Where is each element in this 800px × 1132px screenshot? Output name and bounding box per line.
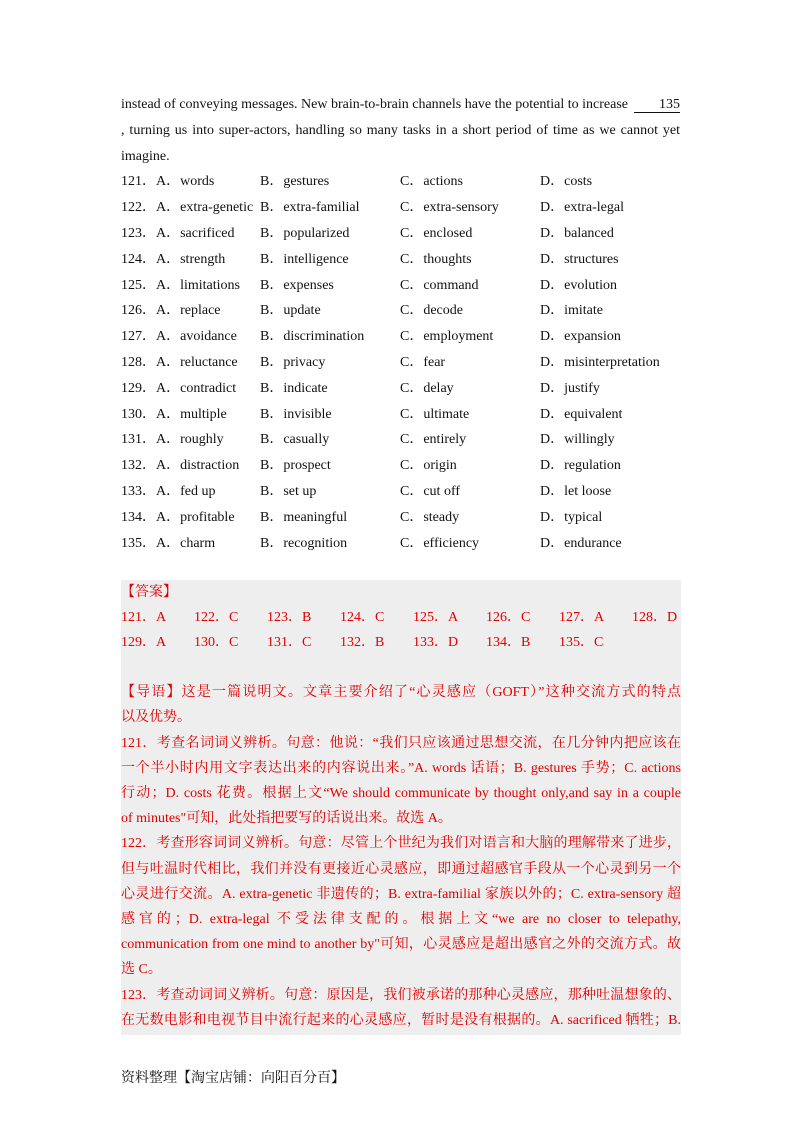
options-table <box>121 169 680 556</box>
answer-item: 127．A <box>559 609 605 625</box>
footer: 资料整理【淘宝店铺：向阳百分百】 <box>121 1071 345 1086</box>
question-number: 135． <box>121 535 156 551</box>
blank-135: 135 <box>634 97 680 113</box>
answer-item: 133．D <box>413 634 459 650</box>
option-d: D．endurance <box>540 535 622 551</box>
option-d: D．costs <box>540 174 593 190</box>
option-b: B．privacy <box>260 354 326 370</box>
answer-key <box>121 605 681 655</box>
option-c: C．employment <box>400 329 494 345</box>
explanation-line: 但与吐温时代相比，我们并没有更接近心灵感应，即通过超感官手段从一个心灵到另一个 <box>121 861 681 877</box>
option-d: D．expansion <box>540 329 621 345</box>
passage-text: instead of conveying messages. New brain-to-brain channels have the potential to increase <box>121 97 628 112</box>
answer-item: 129．A <box>121 634 167 650</box>
guide-paragraph <box>121 680 681 730</box>
option-a-cell <box>121 479 260 505</box>
explanation-line: of minutes"可知，此处指把要写的话说出来。故选 A。 <box>121 811 452 827</box>
option-a: A．distraction <box>156 458 240 474</box>
option-a-cell <box>121 505 260 531</box>
option-c: C．fear <box>400 354 446 370</box>
option-b: B．popularized <box>260 225 350 241</box>
question-number: 126． <box>121 303 156 319</box>
question-row <box>121 376 680 402</box>
option-d: D．regulation <box>540 458 621 474</box>
answer-item: 135．C <box>559 634 604 650</box>
option-a-cell <box>121 247 260 273</box>
question-row <box>121 195 680 221</box>
option-a-cell <box>121 169 260 195</box>
option-d: D．let loose <box>540 483 612 499</box>
question-row <box>121 324 680 350</box>
answer-item: 121．A <box>121 609 167 625</box>
explanation-paragraph <box>121 983 681 1033</box>
question-row <box>121 247 680 273</box>
option-b: B．recognition <box>260 535 348 551</box>
spacer <box>121 655 681 680</box>
option-b: B．expenses <box>260 277 334 293</box>
option-c: C．cut off <box>400 483 461 499</box>
explanation-line: 选 C。 <box>121 962 162 978</box>
question-row <box>121 169 680 195</box>
question-number: 133． <box>121 483 156 499</box>
option-a: A．contradict <box>156 380 237 396</box>
option-a: A．multiple <box>156 406 227 422</box>
option-a-cell <box>121 221 260 247</box>
option-a-cell <box>121 350 260 376</box>
option-a: A．fed up <box>156 483 216 499</box>
option-a-cell <box>121 273 260 299</box>
option-a: A．reluctance <box>156 354 238 370</box>
answer-item: 123．B <box>267 609 312 625</box>
question-number: 123． <box>121 225 156 241</box>
option-a-cell <box>121 195 260 221</box>
option-a-cell <box>121 427 260 453</box>
option-b: B．prospect <box>260 458 331 474</box>
question-row <box>121 427 680 453</box>
option-b: B．set up <box>260 483 317 499</box>
answer-item: 130．C <box>194 634 239 650</box>
explanation-line: 122．考查形容词词义辨析。句意：尽管上个世纪为我们对语言和大脑的理解带来了进步， <box>121 836 681 852</box>
explanation-line: 121．考查名词词义辨析。句意：他说：“我们只应该通过思想交流，在几分钟内把应该在 <box>121 735 681 751</box>
explanation-paragraph <box>121 731 681 832</box>
answer-item: 124．C <box>340 609 385 625</box>
answer-item: 125．A <box>413 609 459 625</box>
option-b: B．casually <box>260 432 330 448</box>
question-number: 134． <box>121 509 156 525</box>
explanation-line: 123．考查动词词义辨析。句意：原因是，我们被承诺的那种心灵感应，那种吐温想象的、 <box>121 987 681 1003</box>
answer-item: 131．C <box>267 634 312 650</box>
option-b: B．meaningful <box>260 509 348 525</box>
question-row <box>121 453 680 479</box>
explanation-line: 在无数电影和电视节目中流行起来的心灵感应，暂时是没有根据的。A. sacrificed 牺牲；B. <box>121 1012 681 1028</box>
answer-item: 128．D <box>632 609 678 625</box>
question-number: 131． <box>121 432 156 448</box>
question-row <box>121 505 680 531</box>
question-number: 128． <box>121 354 156 370</box>
explanation-line: 感官的；D. extra-legal 不受法律支配的。根据上文“we are no closer to telepathy, <box>121 911 681 927</box>
main-content <box>121 92 680 556</box>
option-a: A．limitations <box>156 277 240 293</box>
option-a: A．avoidance <box>156 329 237 345</box>
question-number: 127． <box>121 329 156 345</box>
passage-line-3: imagine. <box>121 148 170 164</box>
option-a-cell <box>121 453 260 479</box>
option-c: C．actions <box>400 174 463 190</box>
option-a-cell <box>121 298 260 324</box>
option-c: C．thoughts <box>400 251 472 267</box>
passage <box>121 92 680 169</box>
option-a: A．strength <box>156 251 226 267</box>
answer-heading: 【答案】 <box>121 584 177 600</box>
option-a: A．roughly <box>156 432 224 448</box>
question-row <box>121 479 680 505</box>
option-a: A．extra-genetic <box>156 200 254 216</box>
option-a-cell <box>121 376 260 402</box>
answer-row <box>121 630 681 655</box>
option-b: B．discrimination <box>260 329 365 345</box>
option-b: B．extra-familial <box>260 200 360 216</box>
question-number: 130． <box>121 406 156 422</box>
answer-item: 134．B <box>486 634 531 650</box>
option-a: A．sacrificed <box>156 225 235 241</box>
question-number: 132． <box>121 458 156 474</box>
explanation-paragraph <box>121 831 681 982</box>
question-row <box>121 531 680 557</box>
answer-item: 132．B <box>340 634 385 650</box>
answer-row <box>121 605 681 630</box>
option-d: D．typical <box>540 509 603 525</box>
question-number: 122． <box>121 200 156 216</box>
option-b: B．update <box>260 303 321 319</box>
option-b: B．invisible <box>260 406 332 422</box>
explanation-line: communication from one mind to another by"可知，心灵感应是超出感官之外的交流方式。故 <box>121 937 681 953</box>
option-d: D．misinterpretation <box>540 354 660 370</box>
explanation-line: 心灵进行交流。A. extra-genetic 非遗传的；B. extra-familial 家族以外的；C. extra-sensory 超 <box>121 886 681 902</box>
option-d: D．imitate <box>540 303 603 319</box>
question-number: 125． <box>121 277 156 293</box>
option-d: D．extra-legal <box>540 200 624 216</box>
question-row <box>121 221 680 247</box>
explanations <box>121 731 681 1033</box>
option-a: A．replace <box>156 303 221 319</box>
option-a-cell <box>121 402 260 428</box>
option-c: C．command <box>400 277 479 293</box>
option-d: D．balanced <box>540 225 614 241</box>
answer-item: 122．C <box>194 609 239 625</box>
option-b: B．gestures <box>260 174 330 190</box>
option-c: C．ultimate <box>400 406 470 422</box>
option-b: B．intelligence <box>260 251 349 267</box>
option-d: D．justify <box>540 380 600 396</box>
passage-line-2: , turning us into super-actors, handling so many tasks in a short period of time as we cannot yet <box>121 122 680 138</box>
option-a: A．profitable <box>156 509 235 525</box>
answer-item: 126．C <box>486 609 531 625</box>
option-a-cell <box>121 531 260 557</box>
option-d: D．evolution <box>540 277 617 293</box>
explanation-line: 一个半小时内用文字表达出来的内容说出来。”A. words 话语；B. gestures 手势；C. actions <box>121 760 681 776</box>
option-c: C．efficiency <box>400 535 480 551</box>
question-row <box>121 350 680 376</box>
option-c: C．extra-sensory <box>400 200 499 216</box>
option-b: B．indicate <box>260 380 328 396</box>
option-d: D．willingly <box>540 432 615 448</box>
answer-section <box>121 580 681 1035</box>
option-c: C．entirely <box>400 432 467 448</box>
option-d: D．equivalent <box>540 406 623 422</box>
passage-line-1 <box>121 92 680 118</box>
option-d: D．structures <box>540 251 619 267</box>
question-number: 129． <box>121 380 156 396</box>
option-c: C．decode <box>400 303 463 319</box>
question-row <box>121 298 680 324</box>
option-c: C．origin <box>400 458 457 474</box>
question-number: 121． <box>121 174 156 190</box>
option-c: C．steady <box>400 509 460 525</box>
option-c: C．enclosed <box>400 225 473 241</box>
option-a: A．charm <box>156 535 216 551</box>
question-number: 124． <box>121 251 156 267</box>
guide-line: 【导语】这是一篇说明文。文章主要介绍了“心灵感应（GOFT）”这种交流方式的特点 <box>121 685 681 701</box>
question-row <box>121 402 680 428</box>
guide-line: 以及优势。 <box>121 710 191 726</box>
option-a: A．words <box>156 174 215 190</box>
option-c: C．delay <box>400 380 454 396</box>
option-a-cell <box>121 324 260 350</box>
explanation-line: 行动；D. costs 花费。根据上文“We should communicate by thought only,and say in a couple <box>121 786 681 801</box>
question-row <box>121 273 680 299</box>
